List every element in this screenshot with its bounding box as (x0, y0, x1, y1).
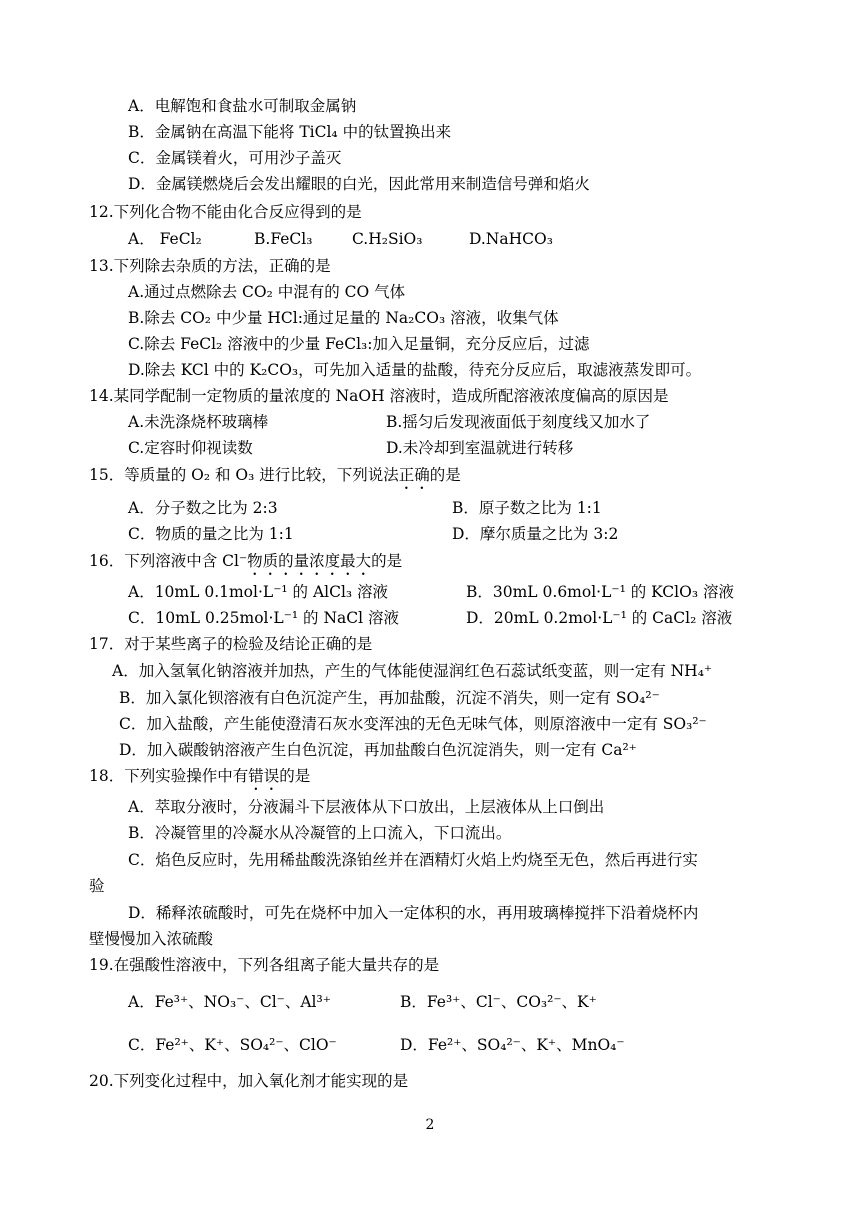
q17-option-d: D．加入碳酸钠溶液产生白色沉淀，再加盐酸白色沉淀消失，则一定有 Ca²⁺ (119, 741, 637, 759)
q19-option-c: C．Fe²⁺、K⁺、SO₄²⁻、ClO⁻ (128, 1036, 337, 1054)
q11-option-d: D．金属镁燃烧后会发出耀眼的白光，因此常用来制造信号弹和焰火 (128, 175, 590, 193)
q18-option-d-line2: 壁慢慢加入浓硫酸 (89, 930, 214, 948)
q16-option-d: D．20mL 0.2mol·L⁻¹ 的 CaCl₂ 溶液 (466, 609, 733, 627)
q14-option-b: B.摇匀后发现液面低于刻度线又加水了 (386, 413, 651, 431)
q19-option-b: B．Fe³⁺、Cl⁻、CO₃²⁻、K⁺ (400, 993, 597, 1011)
q12-option-a: A． FeCl₂ (128, 230, 202, 248)
q17-option-a: A．加入氢氧化钠溶液并加热，产生的气体能使湿润红色石蕊试纸变蓝，则一定有 NH₄⁺ (112, 662, 713, 680)
q19-option-a: A．Fe³⁺、NO₃⁻、Cl⁻、Al³⁺ (128, 993, 331, 1011)
q15-option-b: B．原子数之比为 1:1 (452, 499, 602, 517)
q17-stem: 17．对于某些离子的检验及结论正确的是 (89, 635, 373, 653)
q14-option-c: C.定容时仰视读数 (128, 439, 253, 457)
q18-option-c-line1: C．焰色反应时，先用稀盐酸洗涤铂丝并在酒精灯火焰上灼烧至无色，然后再进行实 (128, 851, 698, 869)
q15-option-d: D．摩尔质量之比为 3:2 (452, 525, 619, 543)
q13-option-b: B.除去 CO₂ 中少量 HCl:通过足量的 Na₂CO₃ 溶液，收集气体 (128, 309, 559, 327)
q15-option-c: C．物质的量之比为 1:1 (128, 525, 294, 543)
q13-stem: 13.下列除去杂质的方法，正确的是 (89, 257, 331, 275)
q18-option-b: B．冷凝管里的冷凝水从冷凝管的上口流入，下口流出。 (128, 824, 512, 842)
q14-option-a: A.未洗涤烧杯玻璃棒 (128, 413, 269, 431)
q18-option-c-line2: 验 (89, 877, 105, 895)
q11-option-c: C．金属镁着火，可用沙子盖灭 (128, 149, 342, 167)
q13-option-d: D.除去 KCl 中的 K₂CO₃，可先加入适量的盐酸，待充分反应后，取滤液蒸发即可。 (128, 361, 702, 379)
q20-stem: 20.下列变化过程中，加入氧化剂才能实现的是 (89, 1072, 409, 1090)
q16-option-b: B．30mL 0.6mol·L⁻¹ 的 KClO₃ 溶液 (466, 583, 734, 601)
q16-stem: 16．下列溶液中含 Cl⁻物质的量浓度最大的是 (89, 552, 403, 570)
q14-option-d: D.未冷却到室温就进行转移 (386, 439, 574, 457)
q12-option-b: B.FeCl₃ (254, 230, 313, 248)
q12-stem: 12.下列化合物不能由化合反应得到的是 (89, 203, 362, 221)
q11-option-a: A．电解饱和食盐水可制取金属钠 (128, 97, 357, 115)
page-number: 2 (425, 1117, 435, 1133)
q13-option-c: C.除去 FeCl₂ 溶液中的少量 FeCl₃:加入足量铜，充分反应后，过滤 (128, 335, 590, 353)
q18-option-a: A．萃取分液时，分液漏斗下层液体从下口放出，上层液体从上口倒出 (128, 798, 605, 816)
q16-option-a: A．10mL 0.1mol·L⁻¹ 的 AlCl₃ 溶液 (128, 583, 389, 601)
q19-option-d: D．Fe²⁺、SO₄²⁻、K⁺、MnO₄⁻ (400, 1036, 625, 1054)
q13-option-a: A.通过点燃除去 CO₂ 中混有的 CO 气体 (128, 283, 406, 301)
q15-option-a: A．分子数之比为 2:3 (128, 499, 278, 517)
q17-option-b: B．加入氯化钡溶液有白色沉淀产生，再加盐酸，沉淀不消失，则一定有 SO₄²⁻ (119, 689, 660, 707)
q18-stem: 18．下列实验操作中有错误的是 (89, 767, 311, 785)
q17-option-c: C．加入盐酸，产生能使澄清石灰水变浑浊的无色无味气体，则原溶液中一定有 SO₃²⁻ (119, 715, 707, 733)
q12-option-c: C.H₂SiO₃ (352, 230, 423, 248)
q18-option-d-line1: D．稀释浓硫酸时，可先在烧杯中加入一定体积的水，再用玻璃棒搅拌下沿着烧杯内 (128, 904, 699, 922)
q14-stem: 14.某同学配制一定物质的量浓度的 NaOH 溶液时，造成所配溶液浓度偏高的原因是 (89, 387, 669, 405)
q16-option-c: C．10mL 0.25mol·L⁻¹ 的 NaCl 溶液 (128, 609, 400, 627)
q15-stem: 15．等质量的 O₂ 和 O₃ 进行比较，下列说法正确的是 (89, 466, 461, 484)
q11-option-b: B．金属钠在高温下能将 TiCl₄ 中的钛置换出来 (128, 123, 452, 141)
q12-option-d: D.NaHCO₃ (469, 230, 553, 248)
q19-stem: 19.在强酸性溶液中，下列各组离子能大量共存的是 (89, 956, 440, 974)
